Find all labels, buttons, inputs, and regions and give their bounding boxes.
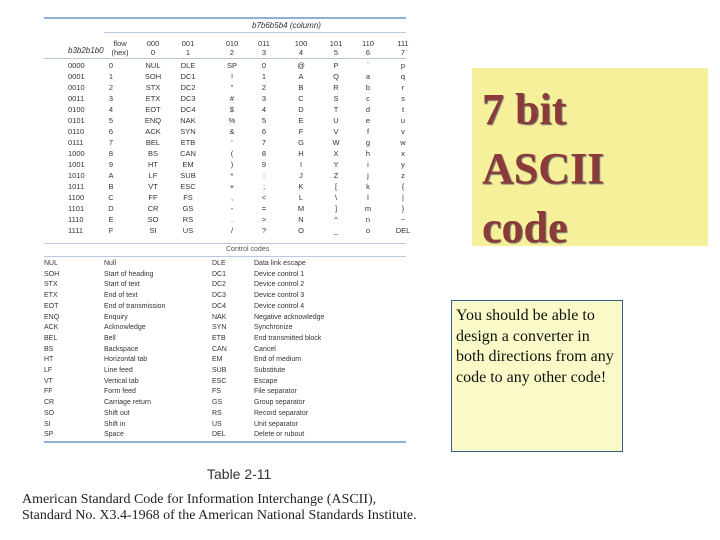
ascii-cell: BEL (145, 138, 161, 147)
control-code-desc: Shift out (104, 409, 130, 417)
ascii-cell: CR (147, 204, 159, 213)
title-box (472, 68, 708, 252)
row-hex: F (108, 226, 114, 235)
column-hex: 1 (185, 47, 191, 57)
control-code-desc: Backspace (104, 345, 139, 353)
ascii-cell: x (401, 149, 405, 158)
control-code-abbr: SI (44, 420, 51, 428)
row-hex: D (108, 204, 114, 213)
control-code-abbr: GS (212, 399, 223, 407)
ascii-cell: t (401, 105, 405, 114)
column-bits: 100 (294, 39, 308, 48)
row-hex: 7 (108, 138, 114, 147)
ascii-cell: 5 (261, 116, 267, 125)
row-bits: 0000 (68, 61, 85, 70)
ascii-cell: LF (148, 171, 158, 180)
column-bits: 101 (329, 39, 343, 48)
control-code-desc: Line feed (104, 367, 133, 374)
control-code-abbr: BS (44, 345, 54, 353)
ascii-cell: L (298, 193, 304, 202)
ascii-cell: NAK (180, 116, 196, 125)
ascii-cell: R (333, 83, 339, 92)
ascii-cell: - (230, 204, 234, 213)
row-hex: 6 (108, 127, 114, 136)
ascii-cell: w (400, 138, 406, 147)
control-code-desc: Enquiry (104, 313, 128, 321)
ascii-cell: z (401, 171, 405, 180)
ascii-cell: C (298, 94, 304, 103)
ascii-cell: , (230, 193, 234, 202)
column-bits: 001 (181, 39, 195, 48)
ascii-cell: RS (182, 215, 194, 224)
control-code-abbr: DLE (212, 260, 226, 267)
ascii-cell: _ (333, 226, 339, 235)
ascii-cell: I (299, 160, 303, 169)
control-code-abbr: DEL (212, 431, 226, 439)
control-code-desc: Acknowledge (104, 324, 146, 332)
control-code-desc: Vertical tab (104, 377, 139, 385)
row-bits: 1011 (68, 182, 85, 191)
control-code-abbr: NUL (44, 260, 59, 267)
control-code-abbr: ENQ (44, 313, 60, 321)
ascii-cell: S (333, 94, 339, 103)
ascii-cell: ^ (334, 215, 338, 224)
control-code-abbr: ESC (212, 377, 227, 385)
ascii-cell: Z (333, 171, 339, 180)
ascii-cell: y (401, 160, 405, 169)
ascii-cell: s (401, 94, 405, 103)
ascii-cell: BS (147, 149, 158, 158)
ascii-cell: FS (183, 193, 193, 202)
control-code-desc: Delete or rubout (254, 431, 305, 439)
ascii-cell: K (298, 182, 304, 191)
ascii-cell: N (298, 215, 304, 224)
control-code-desc: Device control 4 (254, 302, 305, 310)
table-number: Table 2-11 (207, 466, 272, 482)
column-hex: 6 (365, 47, 371, 57)
ascii-cell: J (299, 171, 303, 180)
column-hex: 7 (400, 47, 406, 57)
ascii-cell: US (182, 226, 194, 235)
ascii-cell: DEL (395, 226, 411, 235)
row-hex: A (108, 171, 114, 180)
control-code-desc: Device control 1 (254, 270, 305, 278)
ascii-cell: & (229, 127, 235, 136)
row-bits: 0011 (68, 94, 85, 103)
ascii-cell: D (298, 105, 304, 114)
ascii-cell: { (401, 182, 405, 191)
control-code-abbr: CAN (212, 345, 227, 353)
ascii-cell: SP (226, 61, 237, 70)
ascii-cell: % (228, 116, 236, 125)
row-hex: B (108, 182, 114, 191)
ascii-cell: NUL (145, 61, 161, 70)
control-code-abbr: EOT (44, 302, 59, 310)
column-code-header (250, 40, 278, 57)
row-bits: 1000 (68, 149, 85, 158)
ascii-cell: DC1 (180, 72, 196, 81)
ascii-cell: \ (334, 193, 338, 202)
title-line-2: ASCII (482, 144, 605, 193)
control-code-abbr: SOH (44, 270, 60, 278)
control-code-desc: Horizontal tab (104, 356, 148, 364)
column-code-header (218, 40, 246, 57)
ascii-cell: ! (230, 72, 234, 81)
row-hex: 4 (108, 105, 114, 114)
ascii-cell: : (262, 171, 266, 180)
row-hex: 1 (108, 72, 114, 81)
ascii-cell: FF (148, 193, 158, 202)
ascii-cell: ' (231, 138, 233, 147)
row-hex: 2 (108, 83, 114, 92)
ascii-cell: O (298, 226, 304, 235)
column-code-header (354, 40, 382, 57)
column-code-header (287, 40, 315, 57)
ascii-cell: o (365, 226, 371, 235)
control-code-desc: Shift in (104, 420, 126, 428)
control-code-desc: Cancel (254, 345, 276, 353)
ascii-cell: ? (261, 226, 267, 235)
control-code-desc: Group separator (254, 399, 305, 407)
row-bits: 1001 (68, 160, 85, 169)
table-bottom-rule (44, 441, 406, 443)
ascii-cell: B (298, 83, 304, 92)
title-line-3: code (482, 203, 568, 252)
control-code-desc: Synchronize (254, 324, 293, 332)
row-hex: 9 (108, 160, 114, 169)
control-code-abbr: STX (44, 281, 58, 289)
ascii-cell: < (261, 193, 267, 202)
ascii-cell: STX (145, 83, 161, 92)
control-code-desc: Bell (104, 334, 116, 342)
control-code-abbr: US (212, 420, 222, 428)
ascii-cell: / (230, 226, 234, 235)
ascii-cell: m (364, 204, 372, 213)
control-code-desc: End of text (104, 292, 138, 300)
control-code-abbr: SP (44, 431, 54, 439)
ascii-cell: H (298, 149, 304, 158)
ascii-cell: j (367, 171, 369, 180)
column-hex: 5 (333, 47, 339, 57)
ascii-cell: l (367, 193, 369, 202)
ascii-cell: > (261, 215, 267, 224)
ascii-cell: ) (230, 160, 234, 169)
ascii-cell: ENQ (144, 116, 162, 125)
ascii-cell: 6 (261, 127, 267, 136)
ascii-cell: $ (229, 105, 235, 114)
caption-line-2: Standard No. X3.4-1968 of the American National Standards Institute. (22, 508, 417, 523)
ascii-cell: VT (148, 182, 158, 191)
ascii-cell: 7 (261, 138, 267, 147)
ascii-cell: . (230, 215, 234, 224)
ascii-cell: DC4 (180, 105, 196, 114)
ascii-cell: 2 (261, 83, 267, 92)
control-code-abbr: BEL (44, 334, 58, 342)
ascii-cell: @ (297, 61, 305, 70)
ascii-cell: DC3 (180, 94, 196, 103)
ascii-cell: 4 (261, 105, 267, 114)
ascii-cell: X (333, 149, 339, 158)
row-hex: 0 (108, 61, 114, 70)
ascii-cell: SI (149, 226, 157, 235)
column-bits: 010 (225, 39, 239, 48)
note-text: You should be able to design a converter in both directions from any code to any other code! (456, 307, 614, 386)
row-bits: 1110 (68, 215, 84, 224)
control-code-desc: Form feed (104, 388, 136, 396)
ascii-cell: M (297, 204, 305, 213)
row-bits: 1010 (68, 171, 85, 180)
ascii-cell: CAN (180, 149, 196, 158)
ascii-cell: * (230, 171, 234, 180)
control-code-abbr: VT (44, 377, 53, 385)
header-bottom-rule (44, 58, 406, 59)
control-code-desc: Start of heading (104, 270, 154, 278)
ascii-cell: = (261, 204, 267, 213)
ascii-cell: SO (147, 215, 159, 224)
control-code-abbr: DC2 (212, 281, 227, 289)
row-bits: 1101 (68, 204, 85, 213)
ascii-cell: d (365, 105, 371, 114)
ascii-cell: ; (262, 182, 266, 191)
ascii-cell: e (365, 116, 371, 125)
row-header-label: b3b2b1b0 (68, 46, 104, 55)
control-code-desc: End transmitted block (254, 334, 322, 342)
ascii-cell: c (366, 94, 370, 103)
ascii-cell: DLE (180, 61, 196, 70)
row-bits: 1100 (68, 193, 85, 202)
ascii-cell: HT (148, 160, 158, 169)
ascii-cell: p (400, 61, 406, 70)
control-code-abbr: RS (212, 409, 222, 417)
column-bits: 011 (258, 39, 270, 48)
ascii-cell: " (230, 83, 234, 92)
row-hex: C (108, 193, 114, 202)
ascii-cell: ] (334, 204, 338, 213)
column-code-header (174, 40, 202, 57)
row-bits: 0110 (68, 127, 85, 136)
ascii-cell: F (298, 127, 304, 136)
ascii-cell: ~ (400, 215, 406, 224)
column-code-header (389, 40, 417, 57)
ascii-cell: 9 (261, 160, 267, 169)
ascii-cell: ETB (180, 138, 196, 147)
ascii-cell: E (298, 116, 304, 125)
slide-title (482, 80, 604, 257)
ascii-cell: ` (366, 61, 370, 70)
ascii-cell: b (365, 83, 371, 92)
ascii-cell: W (332, 138, 340, 147)
ascii-cell: } (401, 204, 405, 213)
ascii-cell: h (365, 149, 371, 158)
ascii-cell: 8 (261, 149, 267, 158)
control-code-desc: Null (104, 260, 117, 267)
control-code-desc: Carriage return (104, 399, 152, 407)
row-bits: 0010 (68, 83, 85, 92)
row-hex: 8 (108, 149, 114, 158)
control-code-abbr: EM (212, 356, 223, 364)
control-code-desc: Escape (254, 377, 278, 385)
control-codes-top-rule (44, 256, 406, 257)
column-hex: 0 (150, 47, 156, 57)
control-code-abbr: CR (44, 399, 55, 407)
control-code-abbr: NAK (212, 313, 227, 321)
column-code-header (139, 40, 167, 57)
control-code-abbr: DC4 (212, 302, 227, 310)
control-code-desc: End of medium (254, 356, 302, 364)
ascii-cell: U (333, 116, 339, 125)
ascii-cell: P (333, 61, 339, 70)
table-top-rule (44, 17, 406, 19)
ascii-cell: SOH (144, 72, 162, 81)
title-line-1: 7 bit (482, 85, 567, 134)
ascii-cell: i (367, 160, 369, 169)
ascii-cell: n (365, 215, 371, 224)
ascii-cell: T (333, 105, 339, 114)
ascii-cell: f (366, 127, 370, 136)
row-bits: 0100 (68, 105, 85, 114)
control-code-abbr: ACK (44, 324, 59, 332)
column-code-header (322, 40, 350, 57)
control-code-desc: Start of text (104, 281, 140, 289)
control-code-desc: Negative acknowledge (254, 313, 325, 321)
control-code-desc: Record separator (254, 409, 309, 417)
row-bits: 0101 (68, 116, 85, 125)
ascii-cell: SUB (180, 171, 196, 180)
column-hex: 4 (298, 47, 304, 57)
ascii-cell: + (229, 182, 235, 191)
control-code-desc: Space (104, 431, 124, 439)
column-hex: 2 (229, 47, 235, 57)
ascii-cell: a (365, 72, 371, 81)
ascii-cell: G (298, 138, 304, 147)
ascii-cell: q (400, 72, 406, 81)
control-code-abbr: FS (212, 388, 221, 396)
control-code-abbr: FF (44, 388, 53, 396)
control-codes-label: Control codes (226, 246, 270, 253)
row-hex: 5 (108, 116, 114, 125)
ascii-cell: A (298, 72, 304, 81)
control-code-abbr: LF (44, 367, 53, 374)
row-hex: 3 (108, 94, 114, 103)
control-code-abbr: SUB (212, 367, 227, 374)
control-code-desc: Device control 3 (254, 292, 305, 300)
row-hex: E (108, 215, 114, 224)
ascii-cell: V (333, 127, 339, 136)
ascii-cell: ACK (145, 127, 161, 136)
column-header-rule (104, 32, 406, 33)
row-bits: 0111 (68, 138, 84, 147)
row-bits: 0001 (68, 72, 85, 81)
control-code-abbr: SO (44, 409, 55, 417)
ascii-cell: k (366, 182, 370, 191)
control-code-desc: Substitute (254, 367, 286, 374)
ascii-cell: r (401, 83, 405, 92)
note-box (451, 300, 623, 452)
ascii-cell: ( (230, 149, 234, 158)
control-code-abbr: DC1 (212, 270, 227, 278)
ascii-cell: ESC (180, 182, 196, 191)
control-code-desc: Unit separator (254, 420, 298, 428)
control-code-abbr: ETB (212, 334, 226, 342)
row-bits: 1111 (68, 226, 84, 235)
ascii-cell: EOT (145, 105, 161, 114)
ascii-cell: # (229, 94, 235, 103)
column-header-label: b7b6b5b4 (column) (252, 21, 321, 30)
control-code-abbr: HT (44, 356, 54, 364)
control-code-desc: End of transmission (104, 302, 166, 310)
ascii-cell: u (400, 116, 406, 125)
ascii-cell: 1 (261, 72, 267, 81)
control-code-desc: Device control 2 (254, 281, 305, 289)
ascii-cell: 0 (261, 61, 267, 70)
ascii-cell: SYN (180, 127, 196, 136)
column-hex: 3 (261, 47, 267, 57)
ascii-cell: GS (182, 204, 194, 213)
ascii-cell: [ (334, 182, 338, 191)
ascii-cell: v (401, 127, 405, 136)
ascii-bottom-rule (44, 243, 406, 244)
ascii-cell: Q (333, 72, 339, 81)
ascii-cell: g (365, 138, 371, 147)
ascii-cell: ETX (145, 94, 161, 103)
column-bits: 000 (146, 39, 160, 48)
ascii-cell: DC2 (180, 83, 196, 92)
column-bits: 110 (362, 39, 374, 48)
ascii-cell: 3 (261, 94, 267, 103)
ascii-cell: Y (333, 160, 339, 169)
row-hex-header: flow (hex) (111, 39, 129, 57)
control-code-desc: File separator (254, 388, 297, 396)
control-code-abbr: DC3 (212, 292, 227, 300)
control-code-desc: Data link escape (254, 260, 306, 267)
column-bits: 111 (397, 39, 409, 48)
ascii-cell: | (402, 193, 404, 202)
control-code-abbr: SYN (212, 324, 227, 332)
control-code-abbr: ETX (44, 292, 58, 300)
caption-line-1: American Standard Code for Information Interchange (ASCII), (22, 492, 377, 507)
ascii-cell: EM (182, 160, 194, 169)
